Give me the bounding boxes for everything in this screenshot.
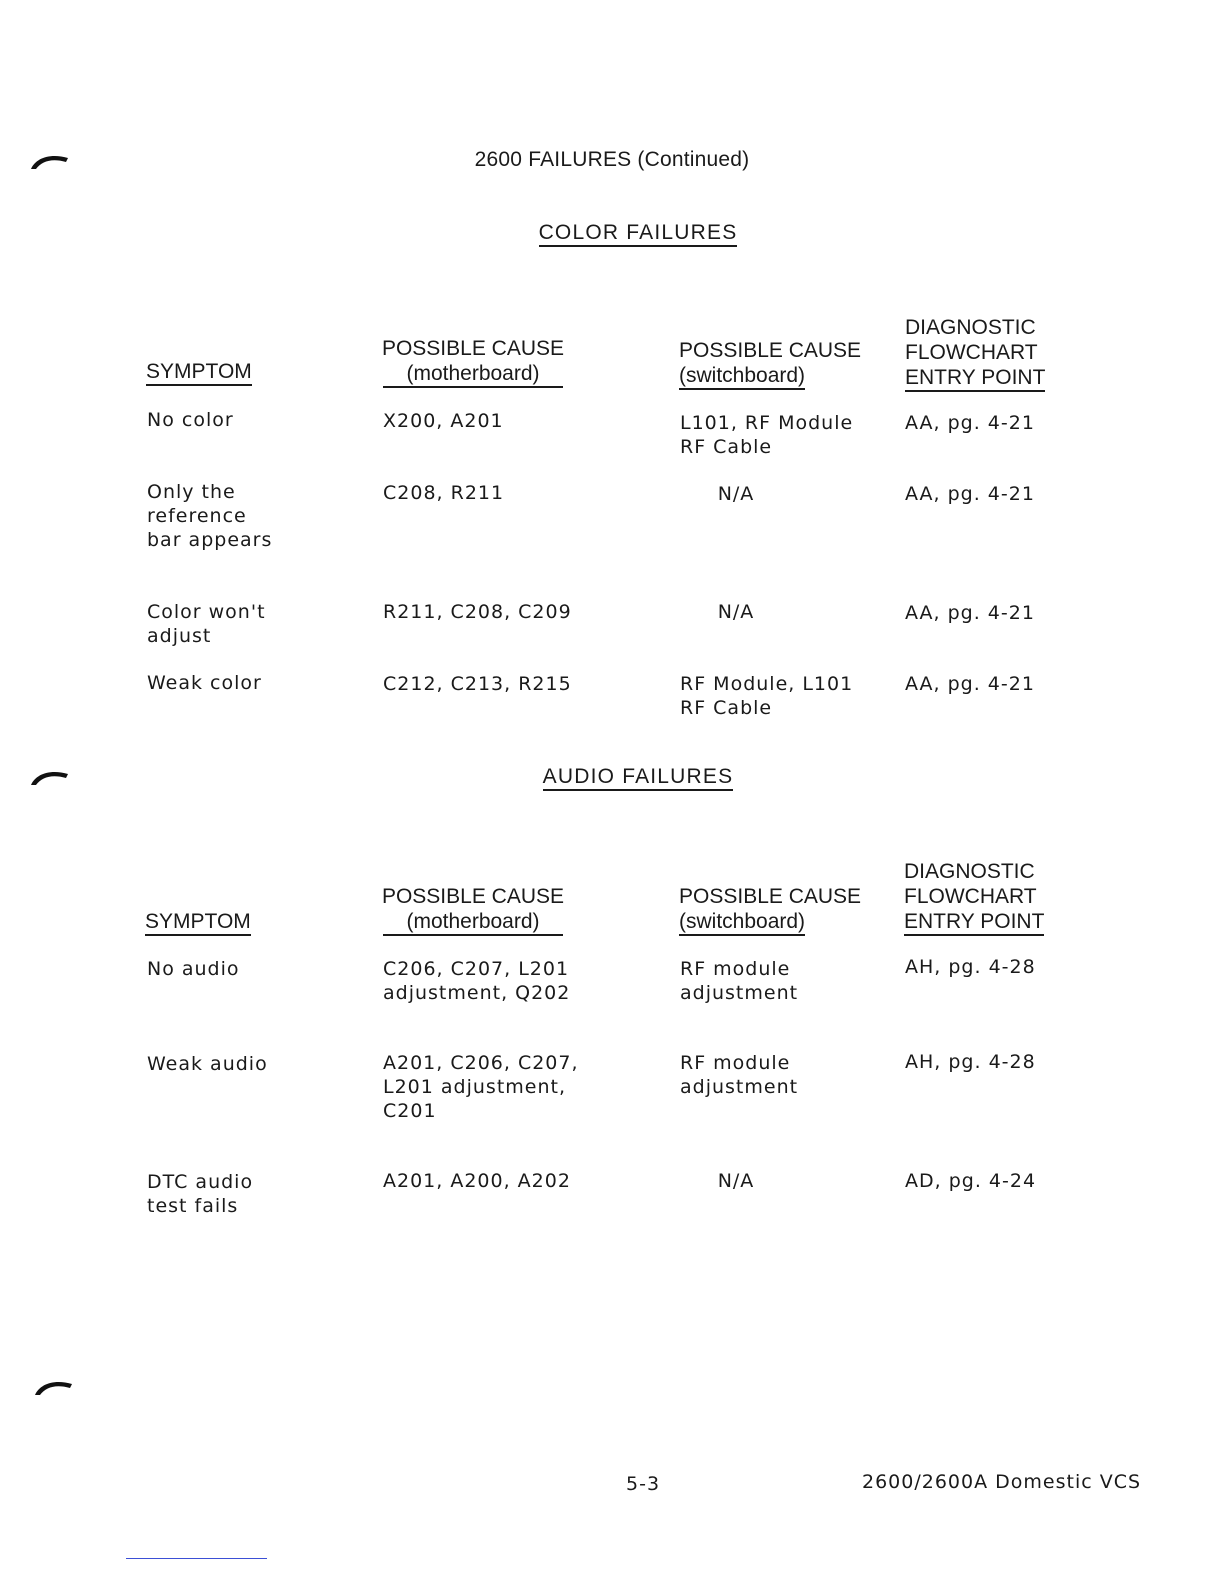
audio-cause-motherboard: A201, A200, A202 xyxy=(383,1170,571,1192)
header-cause-switchboard: POSSIBLE CAUSE (switchboard) xyxy=(679,884,861,936)
header-cause-motherboard: POSSIBLE CAUSE (motherboard) xyxy=(378,884,568,936)
header-diagnostic-entry: DIAGNOSTIC FLOWCHART ENTRY POINT xyxy=(905,315,1045,392)
color-cause-switchboard: RF Module, L101 RF Cable xyxy=(680,673,854,719)
page-title: 2600 FAILURES (Continued) xyxy=(474,148,750,171)
color-symptom: Weak color xyxy=(147,672,262,694)
color-cause-switchboard: L101, RF Module RF Cable xyxy=(680,412,854,458)
audio-cause-switchboard: RF module adjustment xyxy=(680,958,799,1004)
color-cause-motherboard: X200, A201 xyxy=(383,410,504,432)
color-symptom: Only the reference bar appears xyxy=(147,481,273,551)
audio-entry-point: AH, pg. 4-28 xyxy=(905,1051,1036,1073)
color-cause-motherboard: R211, C208, C209 xyxy=(383,601,572,623)
binder-hole-mark xyxy=(34,1378,74,1396)
audio-symptom: DTC audio test fails xyxy=(147,1171,254,1217)
color-entry-point: AA, pg. 4-21 xyxy=(905,602,1035,624)
color-entry-point: AA, pg. 4-21 xyxy=(905,412,1035,434)
section-heading-audio: AUDIO FAILURES xyxy=(0,765,1224,789)
audio-cause-switchboard: RF module adjustment xyxy=(680,1052,799,1098)
audio-entry-point: AD, pg. 4-24 xyxy=(905,1170,1037,1192)
color-entry-point: AA, pg. 4-21 xyxy=(905,673,1035,695)
color-cause-motherboard: C208, R211 xyxy=(383,482,505,504)
header-symptom: SYMPTOM xyxy=(146,359,252,386)
audio-entry-point: AH, pg. 4-28 xyxy=(905,956,1036,978)
header-diagnostic-entry: DIAGNOSTIC FLOWCHART ENTRY POINT xyxy=(904,859,1044,936)
color-cause-motherboard: C212, C213, R215 xyxy=(383,673,572,695)
color-cause-switchboard: N/A xyxy=(717,601,755,623)
scan-edge-line xyxy=(126,1558,267,1559)
product-name: 2600/2600A Domestic VCS xyxy=(862,1471,1142,1493)
audio-cause-switchboard: N/A xyxy=(717,1170,755,1192)
color-entry-point: AA, pg. 4-21 xyxy=(905,483,1035,505)
color-symptom: Color won't adjust xyxy=(147,601,266,647)
audio-cause-motherboard: A201, C206, C207, L201 adjustment, C201 xyxy=(383,1052,579,1122)
audio-symptom: No audio xyxy=(147,958,240,980)
section-heading-color: COLOR FAILURES xyxy=(0,221,1224,245)
page-number: 5-3 xyxy=(626,1473,661,1495)
header-cause-switchboard: POSSIBLE CAUSE (switchboard) xyxy=(679,338,861,390)
audio-symptom: Weak audio xyxy=(147,1053,268,1075)
audio-cause-motherboard: C206, C207, L201 adjustment, Q202 xyxy=(383,958,571,1004)
color-cause-switchboard: N/A xyxy=(717,483,755,505)
header-cause-motherboard: POSSIBLE CAUSE (motherboard) xyxy=(378,336,568,388)
header-symptom: SYMPTOM xyxy=(145,909,251,936)
color-symptom: No color xyxy=(147,409,234,431)
